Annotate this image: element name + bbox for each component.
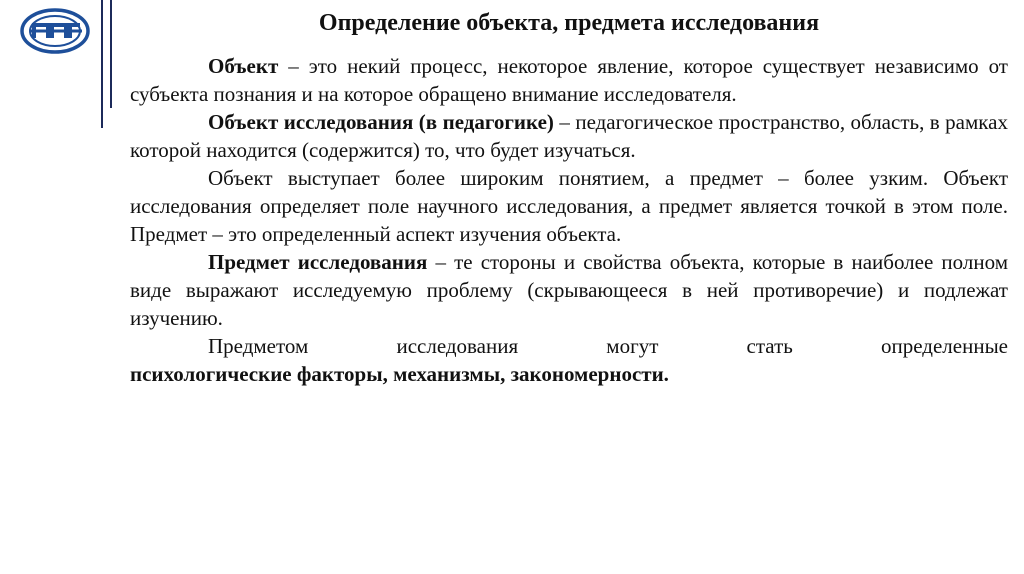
text-object-vs-subject: Объект выступает более широким понятием, а предмет – более узким. Объект исследования определяет поле научного исследования, а предмет является точкой в этом поле. Предмет – это определенный аспект изучения объекта. bbox=[130, 166, 1008, 246]
paragraph-subject-examples bbox=[130, 332, 1008, 360]
paragraph-object-vs-subject bbox=[130, 164, 1008, 248]
definition-research-object: – педагогическое пространство, область, в рамках которой находится (содержится) то, что будет изучаться. bbox=[130, 110, 1008, 162]
term-research-subject: Предмет исследования bbox=[208, 250, 428, 274]
decorative-divider bbox=[101, 0, 103, 128]
term-object: Объект bbox=[208, 54, 279, 78]
paragraph-object bbox=[130, 52, 1008, 108]
slide-content bbox=[130, 52, 1008, 388]
university-logo-icon bbox=[20, 8, 90, 54]
page-title: Определение объекта, предмета исследования bbox=[318, 10, 820, 36]
text-subject-examples: Предметом исследования могут стать определенные bbox=[208, 334, 1008, 358]
paragraph-research-object bbox=[130, 108, 1008, 164]
term-research-object: Объект исследования (в педагогике) bbox=[208, 110, 554, 134]
decorative-divider bbox=[110, 0, 112, 108]
definition-object: – это некий процесс, некоторое явление, которое существует независимо от субъекта познания и на которое обращено внимание исследователя. bbox=[130, 54, 1008, 106]
definition-research-subject: – те стороны и свойства объекта, которые в наиболее полном виде выражают исследуемую проблему (скрывающееся в ней противоречие) и подлежат изучению. bbox=[130, 250, 1008, 330]
paragraph-research-subject bbox=[130, 248, 1008, 332]
term-factors: психологические факторы, механизмы, закономерности. bbox=[130, 362, 669, 386]
factors-line bbox=[130, 360, 1008, 388]
